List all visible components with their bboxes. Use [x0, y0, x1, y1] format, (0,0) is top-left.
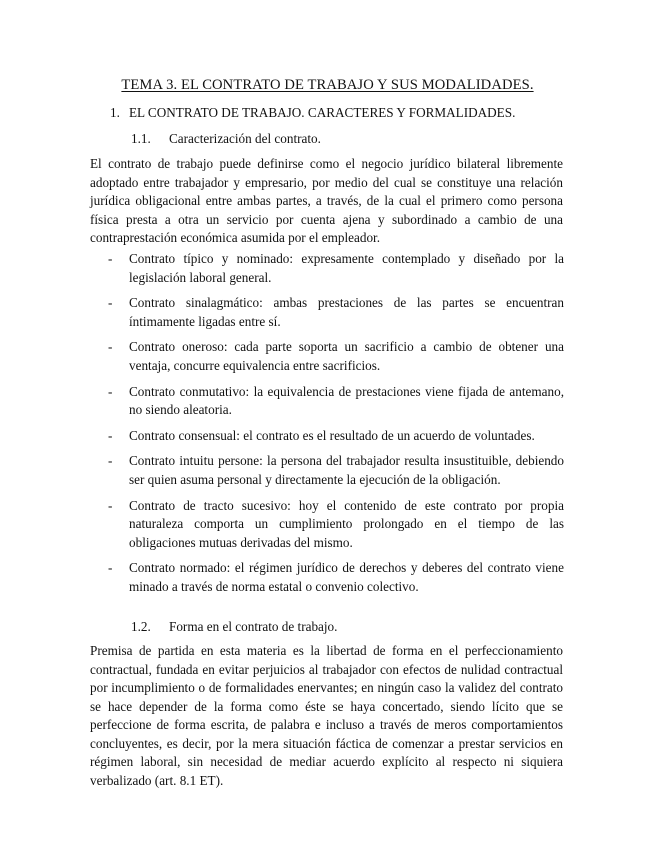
list-item — [90, 383, 564, 420]
document-title: TEMA 3. EL CONTRATO DE TRABAJO Y SUS MODALIDADES. — [121, 77, 534, 93]
list-item-text: Contrato sinalagmático: ambas prestaciones de las partes se encuentran íntimamente ligadas entre sí. — [129, 295, 564, 329]
bullet-dash: - — [108, 251, 113, 266]
list-item-text: Contrato consensual: el contrato es el resultado de un acuerdo de voluntades. — [129, 427, 535, 443]
list-item — [90, 452, 564, 489]
list-item-text: Contrato típico y nominado: expresamente contemplado y diseñado por la legislación laboral general. — [129, 251, 564, 285]
list-item — [90, 250, 564, 287]
section-title: EL CONTRATO DE TRABAJO. CARACTERES Y FORMALIDADES. — [129, 105, 516, 120]
bullet-dash: - — [108, 560, 113, 576]
subsection-number: 1.2. — [131, 619, 151, 634]
list-item — [90, 427, 564, 446]
list-item-text: Contrato de tracto sucesivo: hoy el contenido de este contrato por propia naturaleza comporta un cumplimiento prolongado en el tiempo de las obligaciones mutuas derivadas del mismo. — [129, 497, 564, 550]
subsection-number: 1.1. — [131, 131, 151, 146]
subsection-heading — [131, 618, 337, 637]
list-item — [90, 559, 564, 596]
bullet-dash: - — [108, 497, 113, 513]
bullet-dash: - — [108, 383, 113, 399]
list-item — [90, 497, 564, 553]
section-heading — [110, 104, 515, 123]
section-number: 1. — [110, 105, 120, 120]
bullet-dash: - — [108, 453, 113, 469]
subsection-title: Forma en el contrato de trabajo. — [169, 619, 338, 634]
list-item-text: Contrato conmutativo: la equivalencia de prestaciones viene fijada de antemano, no siendo aleatoria. — [129, 383, 564, 418]
bullet-dash: - — [108, 427, 113, 443]
characteristics-list — [90, 250, 564, 604]
bullet-dash: - — [108, 295, 113, 311]
list-item-text: Contrato oneroso: cada parte soporta un sacrificio a cambio de obtener una ventaja, concurre equivalencia entre sacrificios. — [129, 339, 564, 373]
bullet-dash: - — [108, 339, 113, 355]
subsection-title: Caracterización del contrato. — [169, 131, 321, 146]
list-item — [90, 338, 564, 375]
subsection-heading — [131, 130, 321, 149]
list-item-text: Contrato normado: el régimen jurídico de derechos y deberes del contrato viene minado a través de norma estatal o convenio colectivo. — [129, 560, 564, 594]
definition-paragraph: El contrato de trabajo puede definirse como el negocio jurídico bilateral libremente adoptado entre trabajador y empresario, por medio del cual se constituye una relación jurídica obligacional entre ambas partes, a través, de la cual el primero como persona física presta a otra un servicio por cuenta ajena y subordinado a cambio de una contraprestación económica asumida por el empleador. — [90, 156, 563, 245]
list-item-text: Contrato intuitu persone: la persona del trabajador resulta insustituible, debiendo ser quien asuma personal y directamente la ejecución de la obligación. — [129, 453, 564, 487]
form-paragraph: Premisa de partida en esta materia es la libertad de forma en el perfeccionamiento contractual, fundada en evitar perjuicios al trabajador con efectos de nulidad contractual por incumplimiento o de formalidades enervantes; en ningún caso la validez del contrato se hace depender de la forma como éste se haya concertado, siendo lícito que se perfeccione de forma escrita, de palabra e incluso a través de meros comportamientos concluyentes, es decir, por la mera situación fáctica de comenzar a prestar servicios en régimen laboral, sin necesidad de mediar acuerdo explícito al respecto ni siquiera verbalizado (art. 8.1 ET). — [90, 643, 563, 788]
list-item — [90, 294, 564, 331]
